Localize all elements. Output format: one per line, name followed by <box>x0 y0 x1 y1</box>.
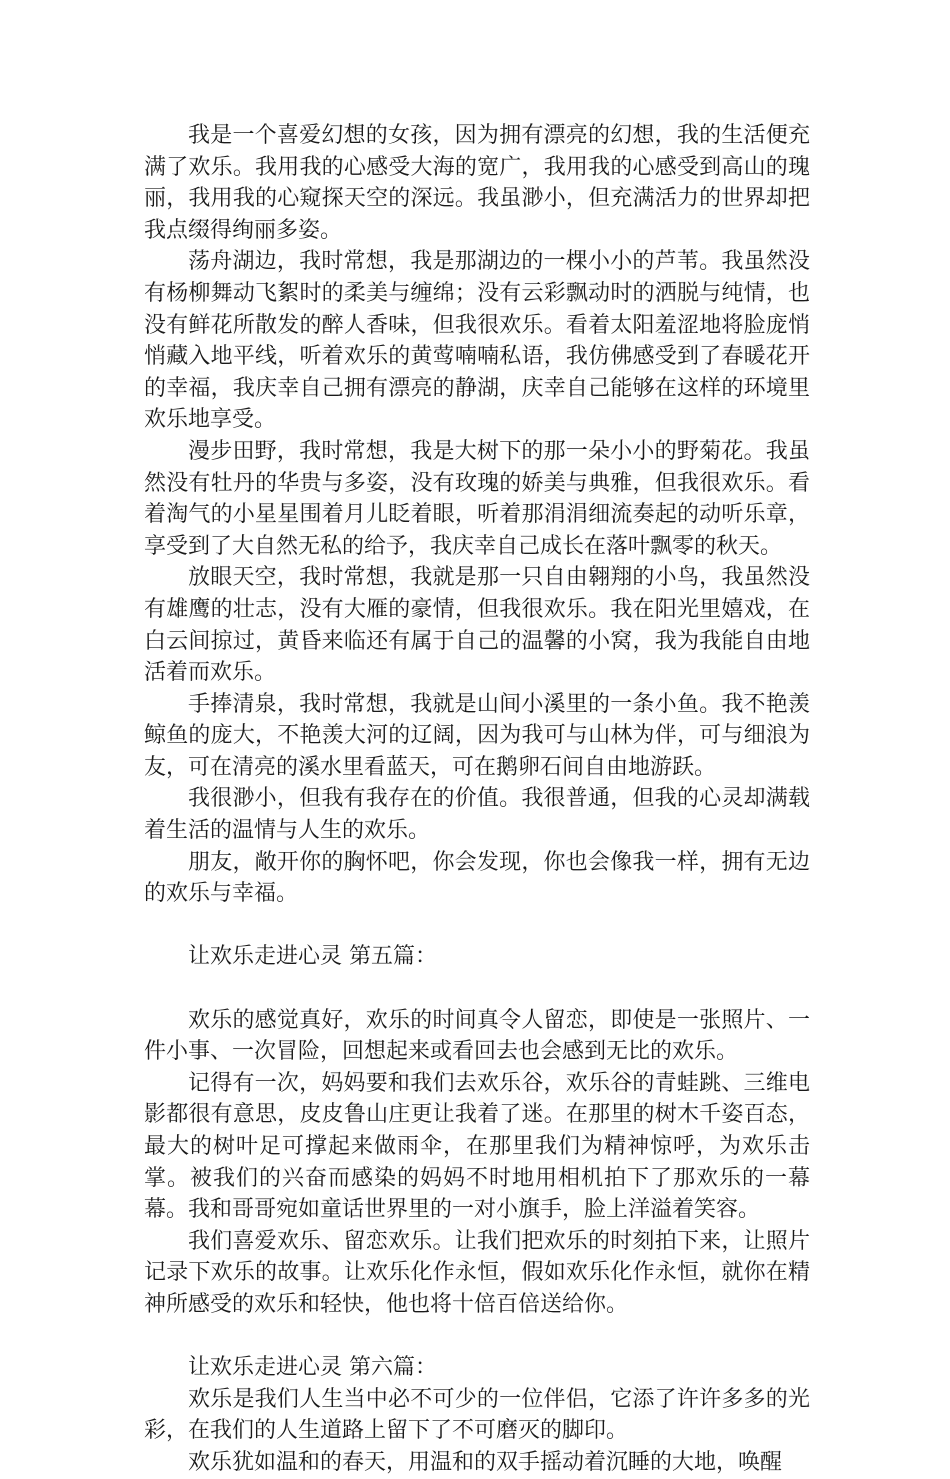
paragraph: 欢乐是我们人生当中必不可少的一位伴侣，它添了许许多多的光彩，在我们的人生道路上留下了不可磨灭的脚印。 <box>144 1386 810 1444</box>
paragraph: 我们喜爱欢乐、留恋欢乐。让我们把欢乐的时刻拍下来，让照片记录下欢乐的故事。让欢乐化作永恒，假如欢乐化作永恒，就你在精神所感受的欢乐和轻快，他也将十倍百倍送给你。 <box>144 1228 810 1317</box>
paragraph: 欢乐犹如温和的春天，用温和的双手摇动着沉睡的大地，唤醒 <box>188 1449 783 1475</box>
paragraph: 欢乐的感觉真好，欢乐的时间真令人留恋，即使是一张照片、一件小事、一次冒险，回想起来或看回去也会感到无比的欢乐。 <box>144 1007 810 1065</box>
paragraph: 我是一个喜爱幻想的女孩，因为拥有漂亮的幻想，我的生活便充满了欢乐。我用我的心感受大海的宽广，我用我的心感受到高山的瑰丽，我用我的心窥探天空的深远。我虽渺小，但充满活力的世界却把我点缀得绚丽多姿。 <box>144 123 810 243</box>
paragraph: 朋友，敞开你的胸怀吧，你会发现，你也会像我一样，拥有无边的欢乐与幸福。 <box>144 849 810 907</box>
paragraph: 记得有一次，妈妈要和我们去欢乐谷，欢乐谷的青蛙跳、三维电影都很有意思，皮皮鲁山庄更让我着了迷。在那里的树木千姿百态，最大的树叶足可撑起来做雨伞，在那里我们为精神惊呼，为欢乐击掌。被我们的兴奋而感染的妈妈不时地用相机拍下了那欢乐的一幕幕。我和哥哥宛如童话世界里的一对小旗手，脸上洋溢着笑容。 <box>144 1070 810 1223</box>
section-heading: 让欢乐走进心灵 第五篇： <box>188 944 437 970</box>
section-heading: 让欢乐走进心灵 第六篇： <box>188 1355 437 1381</box>
paragraph: 放眼天空，我时常想，我就是那一只自由翱翔的小鸟，我虽然没有雄鹰的壮志，没有大雁的豪情，但我很欢乐。我在阳光里嬉戏，在白云间掠过，黄昏来临还有属于自己的温馨的小窝，我为我能自由地活着而欢乐。 <box>144 565 810 686</box>
document-page <box>144 120 810 1479</box>
paragraph: 荡舟湖边，我时常想，我是那湖边的一棵小小的芦苇。我虽然没有杨柳舞动飞絮时的柔美与缠绵；没有云彩飘动时的洒脱与纯情，也没有鲜花所散发的醉人香味，但我很欢乐。看着太阳羞涩地将脸庞悄悄藏入地平线，听着欢乐的黄莺喃喃私语，我仿佛感受到了春暖花开的幸福，我庆幸自己拥有漂亮的静湖，庆幸自己能够在这样的环境里欢乐地享受。 <box>144 249 810 433</box>
paragraph: 我很渺小，但我有我存在的价值。我很普通，但我的心灵却满载着生活的温情与人生的欢乐。 <box>144 786 810 844</box>
paragraph: 漫步田野，我时常想，我是大树下的那一朵小小的野菊花。我虽然没有牡丹的华贵与多姿，没有玫瑰的娇美与典雅，但我很欢乐。看着淘气的小星星围着月儿眨着眼，听着那涓涓细流奏起的动听乐章，享受到了大自然无私的给予，我庆幸自己成长在落叶飘零的秋天。 <box>144 438 810 559</box>
paragraph: 手捧清泉，我时常想，我就是山间小溪里的一条小鱼。我不艳羡鲸鱼的庞大，不艳羡大河的辽阔，因为我可与山林为伴，可与细浪为友，可在清亮的溪水里看蓝天，可在鹅卵石间自由地游跃。 <box>144 691 810 780</box>
